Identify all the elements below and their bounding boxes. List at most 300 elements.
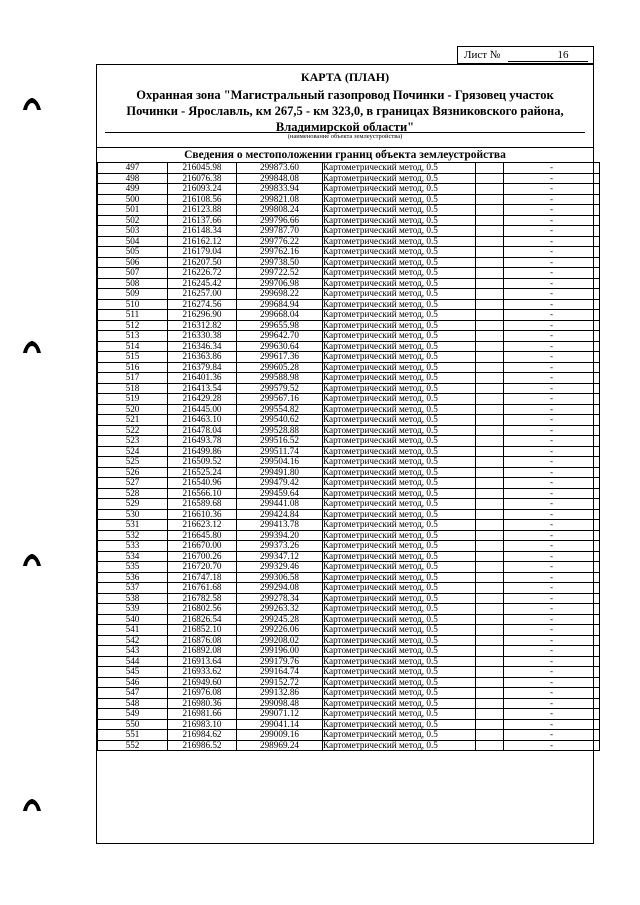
x-coordinate-cell: 216226.72 [168, 268, 237, 279]
table-row [98, 383, 600, 394]
y-coordinate-cell: 299516.52 [237, 436, 323, 447]
y-coordinate-cell: 299588.98 [237, 373, 323, 384]
accuracy-cell: - [504, 457, 600, 468]
empty-cell [476, 404, 504, 415]
accuracy-cell: - [504, 247, 600, 258]
point-number-cell: 506 [98, 257, 168, 268]
x-coordinate-cell: 216123.88 [168, 205, 237, 216]
object-name-line: Починки - Ярославль, км 267,5 - км 323,0, в границах Вязниковского района, [126, 104, 564, 118]
accuracy-cell: - [504, 467, 600, 478]
accuracy-cell: - [504, 236, 600, 247]
point-number-cell: 520 [98, 404, 168, 415]
x-coordinate-cell: 216981.66 [168, 709, 237, 720]
method-cell: Картометрический метод, 0.5 [323, 268, 476, 279]
empty-cell [476, 299, 504, 310]
point-number-cell: 515 [98, 352, 168, 363]
accuracy-cell: - [504, 184, 600, 195]
point-number-cell: 518 [98, 383, 168, 394]
object-name [97, 87, 593, 135]
x-coordinate-cell: 216207.50 [168, 257, 237, 268]
y-coordinate-cell: 299226.06 [237, 625, 323, 636]
table-row [98, 331, 600, 342]
method-cell: Картометрический метод, 0.5 [323, 436, 476, 447]
point-number-cell: 527 [98, 478, 168, 489]
point-number-cell: 538 [98, 593, 168, 604]
point-number-cell: 504 [98, 236, 168, 247]
y-coordinate-cell: 299041.14 [237, 719, 323, 730]
table-row [98, 215, 600, 226]
accuracy-cell: - [504, 488, 600, 499]
y-coordinate-cell: 299738.50 [237, 257, 323, 268]
table-row [98, 667, 600, 678]
table-row [98, 341, 600, 352]
point-number-cell: 522 [98, 425, 168, 436]
y-coordinate-cell: 299567.16 [237, 394, 323, 405]
table-row [98, 719, 600, 730]
section-title: Сведения о местоположении границ объекта землеустройства [184, 149, 506, 161]
empty-cell [476, 509, 504, 520]
accuracy-cell: - [504, 215, 600, 226]
table-row [98, 604, 600, 615]
method-cell: Картометрический метод, 0.5 [323, 604, 476, 615]
point-number-cell: 534 [98, 551, 168, 562]
method-cell: Картометрический метод, 0.5 [323, 194, 476, 205]
method-cell: Картометрический метод, 0.5 [323, 310, 476, 321]
binder-hole-mark [22, 97, 42, 111]
y-coordinate-cell: 299208.02 [237, 635, 323, 646]
x-coordinate-cell: 216826.54 [168, 614, 237, 625]
method-cell: Картометрический метод, 0.5 [323, 362, 476, 373]
y-coordinate-cell: 299441.08 [237, 499, 323, 510]
y-coordinate-cell: 299668.04 [237, 310, 323, 321]
point-number-cell: 551 [98, 730, 168, 741]
empty-cell [476, 593, 504, 604]
accuracy-cell: - [504, 320, 600, 331]
method-cell: Картометрический метод, 0.5 [323, 698, 476, 709]
empty-cell [476, 709, 504, 720]
accuracy-cell: - [504, 478, 600, 489]
accuracy-cell: - [504, 226, 600, 237]
table-row [98, 289, 600, 300]
binder-hole-mark [22, 340, 42, 354]
method-cell: Картометрический метод, 0.5 [323, 478, 476, 489]
x-coordinate-cell: 216330.38 [168, 331, 237, 342]
point-number-cell: 502 [98, 215, 168, 226]
accuracy-cell: - [504, 331, 600, 342]
method-cell: Картометрический метод, 0.5 [323, 446, 476, 457]
table-row [98, 656, 600, 667]
method-cell: Картометрический метод, 0.5 [323, 614, 476, 625]
x-coordinate-cell: 216379.84 [168, 362, 237, 373]
empty-cell [476, 499, 504, 510]
y-coordinate-cell: 299554.82 [237, 404, 323, 415]
point-number-cell: 500 [98, 194, 168, 205]
method-cell: Картометрический метод, 0.5 [323, 215, 476, 226]
accuracy-cell: - [504, 593, 600, 604]
empty-cell [476, 163, 504, 174]
table-row [98, 478, 600, 489]
y-coordinate-cell: 299642.70 [237, 331, 323, 342]
accuracy-cell: - [504, 656, 600, 667]
x-coordinate-cell: 216363.86 [168, 352, 237, 363]
point-number-cell: 544 [98, 656, 168, 667]
point-number-cell: 526 [98, 467, 168, 478]
table-row [98, 394, 600, 405]
accuracy-cell: - [504, 625, 600, 636]
x-coordinate-cell: 216478.04 [168, 425, 237, 436]
x-coordinate-cell: 216429.28 [168, 394, 237, 405]
y-coordinate-cell: 299413.78 [237, 520, 323, 531]
table-row [98, 173, 600, 184]
empty-cell [476, 520, 504, 531]
y-coordinate-cell: 299511.74 [237, 446, 323, 457]
x-coordinate-cell: 216589.68 [168, 499, 237, 510]
empty-cell [476, 362, 504, 373]
x-coordinate-cell: 216257.00 [168, 289, 237, 300]
sheet-number-box [457, 46, 594, 64]
empty-cell [476, 436, 504, 447]
x-coordinate-cell: 216274.56 [168, 299, 237, 310]
point-number-cell: 514 [98, 341, 168, 352]
document-title: КАРТА (ПЛАН) [300, 70, 390, 84]
y-coordinate-cell: 299263.32 [237, 604, 323, 615]
accuracy-cell: - [504, 310, 600, 321]
accuracy-cell: - [504, 415, 600, 426]
point-number-cell: 525 [98, 457, 168, 468]
section-divider [97, 147, 593, 148]
y-coordinate-cell: 299873.60 [237, 163, 323, 174]
object-caption: (наименование объекта землеустройства) [287, 133, 403, 140]
x-coordinate-cell: 216913.64 [168, 656, 237, 667]
empty-cell [476, 215, 504, 226]
table-row [98, 593, 600, 604]
accuracy-cell: - [504, 646, 600, 657]
x-coordinate-cell: 216852.10 [168, 625, 237, 636]
y-coordinate-cell: 299617.36 [237, 352, 323, 363]
accuracy-cell: - [504, 394, 600, 405]
y-coordinate-cell: 299196.00 [237, 646, 323, 657]
point-number-cell: 512 [98, 320, 168, 331]
method-cell: Картометрический метод, 0.5 [323, 289, 476, 300]
empty-cell [476, 194, 504, 205]
y-coordinate-cell: 299821.08 [237, 194, 323, 205]
empty-cell [476, 604, 504, 615]
accuracy-cell: - [504, 352, 600, 363]
point-number-cell: 516 [98, 362, 168, 373]
x-coordinate-cell: 216782.58 [168, 593, 237, 604]
accuracy-cell: - [504, 541, 600, 552]
empty-cell [476, 457, 504, 468]
accuracy-cell: - [504, 614, 600, 625]
y-coordinate-cell: 299373.26 [237, 541, 323, 552]
y-coordinate-cell: 299294.08 [237, 583, 323, 594]
point-number-cell: 498 [98, 173, 168, 184]
method-cell: Картометрический метод, 0.5 [323, 299, 476, 310]
binder-hole-mark [22, 798, 42, 812]
table-row [98, 194, 600, 205]
accuracy-cell: - [504, 572, 600, 583]
empty-cell [476, 205, 504, 216]
empty-cell [476, 289, 504, 300]
x-coordinate-cell: 216093.24 [168, 184, 237, 195]
empty-cell [476, 614, 504, 625]
point-number-cell: 501 [98, 205, 168, 216]
table-row [98, 625, 600, 636]
method-cell: Картометрический метод, 0.5 [323, 572, 476, 583]
empty-cell [476, 667, 504, 678]
x-coordinate-cell: 216610.36 [168, 509, 237, 520]
y-coordinate-cell: 299347.12 [237, 551, 323, 562]
sheet-label: Лист № [464, 49, 501, 61]
x-coordinate-cell: 216983.10 [168, 719, 237, 730]
method-cell: Картометрический метод, 0.5 [323, 719, 476, 730]
table-row [98, 562, 600, 573]
accuracy-cell: - [504, 278, 600, 289]
point-number-cell: 548 [98, 698, 168, 709]
x-coordinate-cell: 216445.00 [168, 404, 237, 415]
table-row [98, 467, 600, 478]
point-number-cell: 523 [98, 436, 168, 447]
method-cell: Картометрический метод, 0.5 [323, 583, 476, 594]
x-coordinate-cell: 216509.52 [168, 457, 237, 468]
table-row [98, 551, 600, 562]
y-coordinate-cell: 299132.86 [237, 688, 323, 699]
table-row [98, 404, 600, 415]
y-coordinate-cell: 299848.08 [237, 173, 323, 184]
x-coordinate-cell: 216346.34 [168, 341, 237, 352]
accuracy-cell: - [504, 362, 600, 373]
method-cell: Картометрический метод, 0.5 [323, 320, 476, 331]
accuracy-cell: - [504, 404, 600, 415]
y-coordinate-cell: 299833.94 [237, 184, 323, 195]
accuracy-cell: - [504, 446, 600, 457]
empty-cell [476, 572, 504, 583]
accuracy-cell: - [504, 436, 600, 447]
accuracy-cell: - [504, 425, 600, 436]
y-coordinate-cell: 299491.80 [237, 467, 323, 478]
x-coordinate-cell: 216499.86 [168, 446, 237, 457]
y-coordinate-cell: 299424.84 [237, 509, 323, 520]
empty-cell [476, 320, 504, 331]
table-row [98, 226, 600, 237]
accuracy-cell: - [504, 289, 600, 300]
x-coordinate-cell: 216761.68 [168, 583, 237, 594]
method-cell: Картометрический метод, 0.5 [323, 205, 476, 216]
x-coordinate-cell: 216179.04 [168, 247, 237, 258]
method-cell: Картометрический метод, 0.5 [323, 677, 476, 688]
y-coordinate-cell: 299630.64 [237, 341, 323, 352]
empty-cell [476, 562, 504, 573]
x-coordinate-cell: 216984.62 [168, 730, 237, 741]
table-row [98, 320, 600, 331]
point-number-cell: 542 [98, 635, 168, 646]
y-coordinate-cell: 299071.12 [237, 709, 323, 720]
point-number-cell: 519 [98, 394, 168, 405]
method-cell: Картометрический метод, 0.5 [323, 373, 476, 384]
empty-cell [476, 383, 504, 394]
x-coordinate-cell: 216148.34 [168, 226, 237, 237]
table-row [98, 310, 600, 321]
x-coordinate-cell: 216525.24 [168, 467, 237, 478]
point-number-cell: 533 [98, 541, 168, 552]
empty-cell [476, 488, 504, 499]
method-cell: Картометрический метод, 0.5 [323, 383, 476, 394]
method-cell: Картометрический метод, 0.5 [323, 730, 476, 741]
y-coordinate-cell: 299706.98 [237, 278, 323, 289]
method-cell: Картометрический метод, 0.5 [323, 656, 476, 667]
method-cell: Картометрический метод, 0.5 [323, 499, 476, 510]
point-number-cell: 528 [98, 488, 168, 499]
method-cell: Картометрический метод, 0.5 [323, 226, 476, 237]
empty-cell [476, 341, 504, 352]
method-cell: Картометрический метод, 0.5 [323, 163, 476, 174]
empty-cell [476, 719, 504, 730]
y-coordinate-cell: 299245.28 [237, 614, 323, 625]
empty-cell [476, 730, 504, 741]
method-cell: Картометрический метод, 0.5 [323, 184, 476, 195]
method-cell: Картометрический метод, 0.5 [323, 457, 476, 468]
point-number-cell: 529 [98, 499, 168, 510]
x-coordinate-cell: 216623.12 [168, 520, 237, 531]
point-number-cell: 510 [98, 299, 168, 310]
method-cell: Картометрический метод, 0.5 [323, 593, 476, 604]
table-row [98, 352, 600, 363]
sheet-number: 16 [557, 49, 569, 61]
method-cell: Картометрический метод, 0.5 [323, 551, 476, 562]
method-cell: Картометрический метод, 0.5 [323, 467, 476, 478]
point-number-cell: 552 [98, 740, 168, 751]
y-coordinate-cell: 299540.62 [237, 415, 323, 426]
x-coordinate-cell: 216296.90 [168, 310, 237, 321]
accuracy-cell: - [504, 383, 600, 394]
y-coordinate-cell: 299459.64 [237, 488, 323, 499]
empty-cell [476, 247, 504, 258]
y-coordinate-cell: 299394.20 [237, 530, 323, 541]
accuracy-cell: - [504, 604, 600, 615]
point-number-cell: 521 [98, 415, 168, 426]
table-row [98, 268, 600, 279]
empty-cell [476, 415, 504, 426]
table-row [98, 299, 600, 310]
empty-cell [476, 646, 504, 657]
table-row [98, 488, 600, 499]
x-coordinate-cell: 216949.60 [168, 677, 237, 688]
y-coordinate-cell: 299329.46 [237, 562, 323, 573]
point-number-cell: 540 [98, 614, 168, 625]
empty-cell [476, 530, 504, 541]
table-row [98, 583, 600, 594]
empty-cell [476, 635, 504, 646]
accuracy-cell: - [504, 520, 600, 531]
method-cell: Картометрический метод, 0.5 [323, 331, 476, 342]
table-row [98, 362, 600, 373]
x-coordinate-cell: 216986.52 [168, 740, 237, 751]
table-row [98, 257, 600, 268]
table-row [98, 425, 600, 436]
method-cell: Картометрический метод, 0.5 [323, 709, 476, 720]
table-row [98, 520, 600, 531]
y-coordinate-cell: 299579.52 [237, 383, 323, 394]
y-coordinate-cell: 299098.48 [237, 698, 323, 709]
table-row [98, 163, 600, 174]
point-number-cell: 511 [98, 310, 168, 321]
y-coordinate-cell: 299776.22 [237, 236, 323, 247]
accuracy-cell: - [504, 268, 600, 279]
point-number-cell: 531 [98, 520, 168, 531]
accuracy-cell: - [504, 740, 600, 751]
accuracy-cell: - [504, 562, 600, 573]
x-coordinate-cell: 216493.78 [168, 436, 237, 447]
point-number-cell: 546 [98, 677, 168, 688]
sheet-number-underline [508, 61, 588, 62]
method-cell: Картометрический метод, 0.5 [323, 646, 476, 657]
method-cell: Картометрический метод, 0.5 [323, 530, 476, 541]
point-number-cell: 547 [98, 688, 168, 699]
empty-cell [476, 656, 504, 667]
method-cell: Картометрический метод, 0.5 [323, 341, 476, 352]
point-number-cell: 537 [98, 583, 168, 594]
y-coordinate-cell: 299762.16 [237, 247, 323, 258]
x-coordinate-cell: 216876.08 [168, 635, 237, 646]
table-row [98, 677, 600, 688]
table-row [98, 614, 600, 625]
accuracy-cell: - [504, 173, 600, 184]
empty-cell [476, 226, 504, 237]
point-number-cell: 524 [98, 446, 168, 457]
empty-cell [476, 467, 504, 478]
table-row [98, 278, 600, 289]
point-number-cell: 543 [98, 646, 168, 657]
accuracy-cell: - [504, 719, 600, 730]
table-row [98, 509, 600, 520]
accuracy-cell: - [504, 194, 600, 205]
x-coordinate-cell: 216645.80 [168, 530, 237, 541]
empty-cell [476, 184, 504, 195]
empty-cell [476, 740, 504, 751]
y-coordinate-cell: 299808.24 [237, 205, 323, 216]
point-number-cell: 517 [98, 373, 168, 384]
method-cell: Картометрический метод, 0.5 [323, 247, 476, 258]
accuracy-cell: - [504, 698, 600, 709]
point-number-cell: 505 [98, 247, 168, 258]
empty-cell [476, 688, 504, 699]
empty-cell [476, 352, 504, 363]
accuracy-cell: - [504, 341, 600, 352]
accuracy-cell: - [504, 667, 600, 678]
x-coordinate-cell: 216802.56 [168, 604, 237, 615]
method-cell: Картометрический метод, 0.5 [323, 562, 476, 573]
method-cell: Картометрический метод, 0.5 [323, 173, 476, 184]
point-number-cell: 513 [98, 331, 168, 342]
point-number-cell: 503 [98, 226, 168, 237]
empty-cell [476, 394, 504, 405]
accuracy-cell: - [504, 551, 600, 562]
method-cell: Картометрический метод, 0.5 [323, 404, 476, 415]
empty-cell [476, 173, 504, 184]
empty-cell [476, 551, 504, 562]
y-coordinate-cell: 299528.88 [237, 425, 323, 436]
y-coordinate-cell: 299655.98 [237, 320, 323, 331]
table-row [98, 635, 600, 646]
y-coordinate-cell: 299164.74 [237, 667, 323, 678]
point-number-cell: 530 [98, 509, 168, 520]
table-row [98, 688, 600, 699]
x-coordinate-cell: 216566.10 [168, 488, 237, 499]
accuracy-cell: - [504, 257, 600, 268]
y-coordinate-cell: 299306.58 [237, 572, 323, 583]
method-cell: Картометрический метод, 0.5 [323, 278, 476, 289]
point-number-cell: 509 [98, 289, 168, 300]
